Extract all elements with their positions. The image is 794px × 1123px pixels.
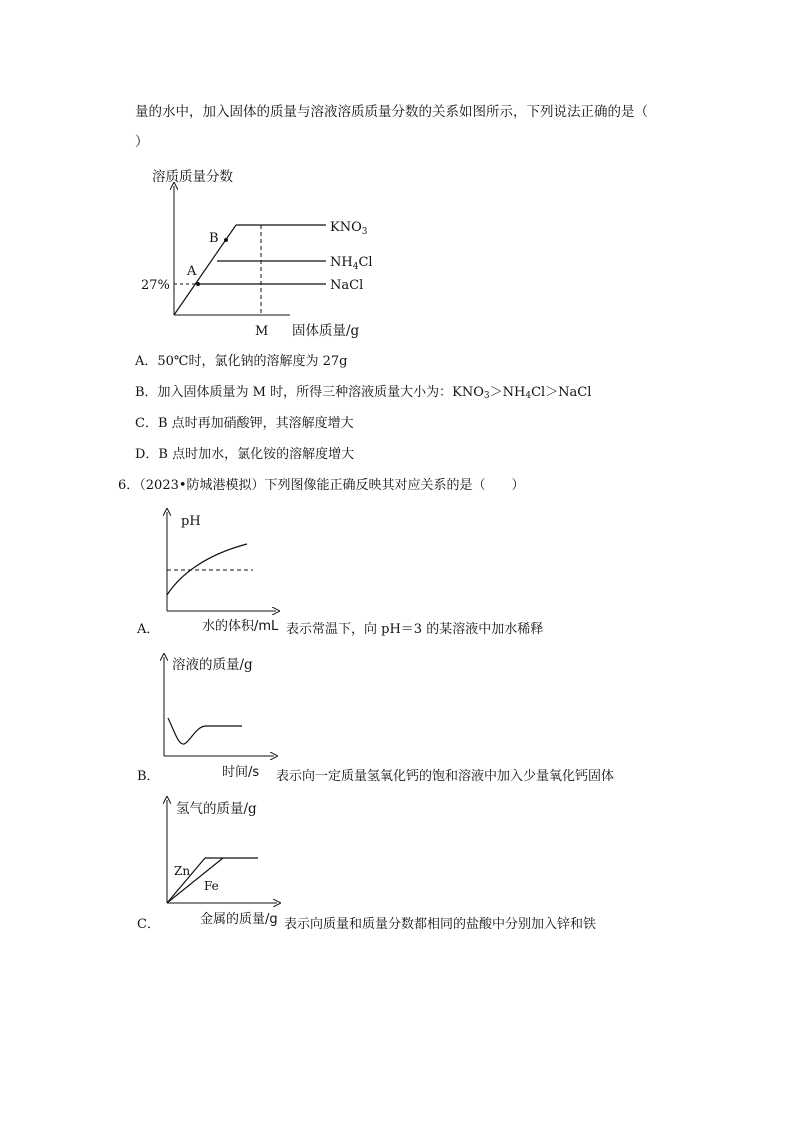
q5-option-b[interactable]: B．加入固体质量为 M 时，所得三种溶液质量大小为：$KNO_3>NH_4Cl>NaCl$ [135,385,592,401]
q5-x-axis-label: 固体质量/g [292,323,360,339]
q5-option-c[interactable]: C．B 点时再加硝酸钾，其溶解度增大 [135,416,354,431]
q6c-y-label: 氢气的质量/g [176,801,257,817]
q5-point-b-label: B [209,231,219,246]
q5-stem-line2: ） [135,134,149,150]
q5-legend-nacl: NaCl [330,278,364,293]
q6c-zn-label: Zn [174,864,191,878]
q6a-x-label: 水的体积/mL [202,619,279,634]
q5-legend-nh4cl: $NH_4Cl$ [330,255,373,272]
q6-option-b-letter[interactable]: B． [137,769,160,784]
q6b-x-label: 时间/s [222,765,260,780]
q5-m-label: M [255,324,269,339]
q6-option-c-desc: 表示向质量和质量分数都相同的盐酸中分别加入锌和铁 [284,917,597,932]
q6-option-a-letter[interactable]: A． [137,622,160,637]
q5-option-a[interactable]: A．50℃时，氯化钠的溶解度为 27g [135,354,348,369]
q5-option-d[interactable]: D．B 点时加水，氯化铵的溶解度增大 [135,447,355,462]
q5-y-axis-label: 溶质质量分数 [152,169,233,185]
q5-point-a-label: A [187,264,197,279]
q5-27-label: 27% [141,278,170,293]
q6-option-c-letter[interactable]: C． [137,917,160,932]
q6c-x-label: 金属的质量/g [200,912,278,927]
q5-legend-kno3: $KNO_3$ [330,220,368,237]
q6-stem: 6．（2023•防城港模拟）下列图像能正确反映其对应关系的是（ ） [118,478,525,493]
q6b-y-label: 溶液的质量/g [172,657,253,673]
q6c-fe-label: Fe [204,879,219,893]
q6-option-b-desc: 表示向一定质量氢氧化钙的饱和溶液中加入少量氧化钙固体 [276,769,615,784]
q6-option-a-desc: 表示常温下，向 pH＝3 的某溶液中加水稀释 [286,622,544,637]
q5-stem-line1: 量的水中，加入固体的质量与溶液溶质质量分数的关系如图所示，下列说法正确的是（ [135,104,648,120]
q6a-y-label: pH [181,514,201,529]
